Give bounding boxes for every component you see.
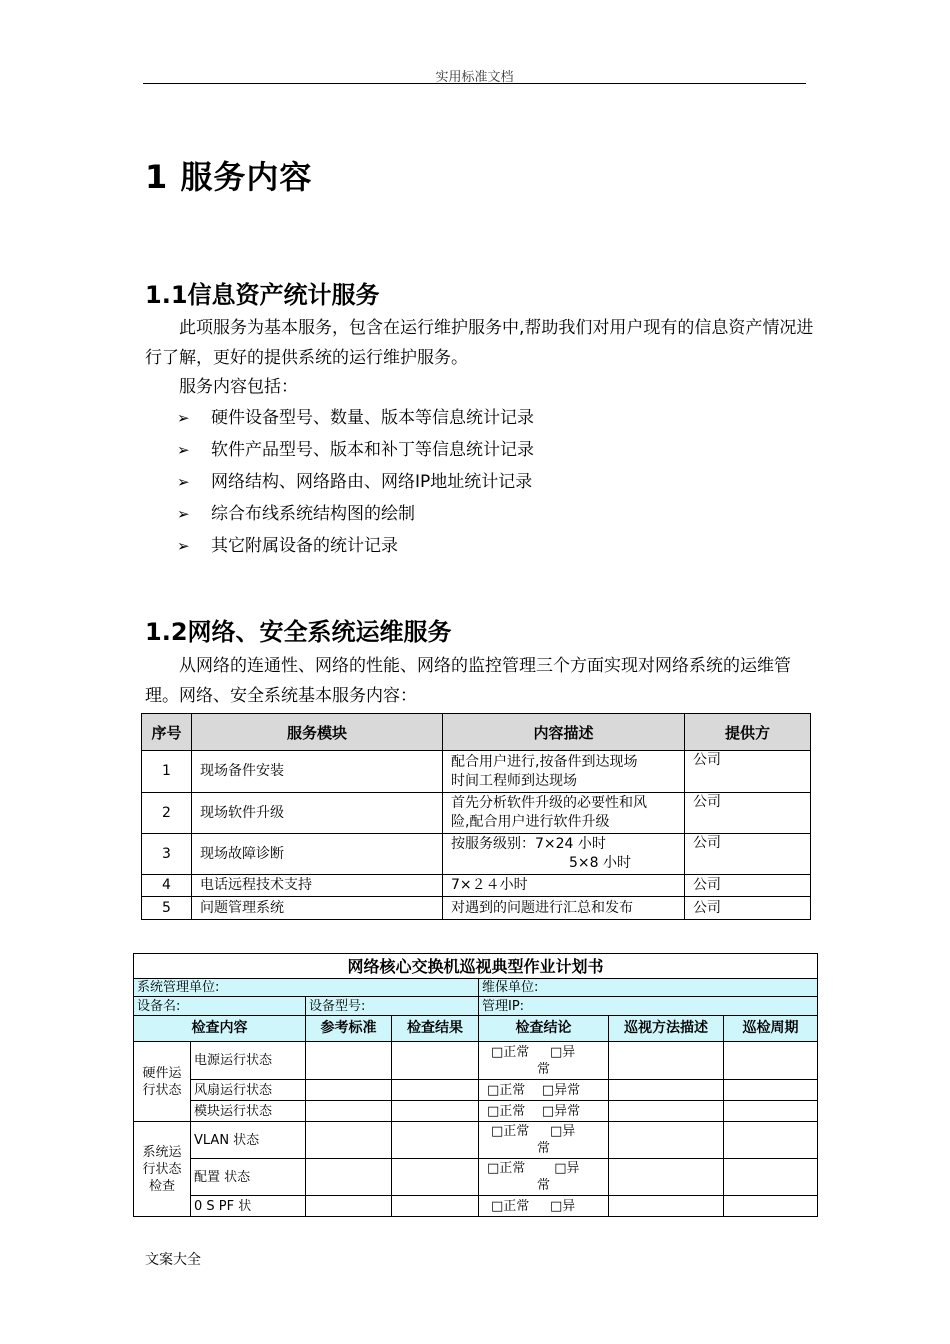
column-header-method: 巡视方法描述: [609, 1016, 724, 1042]
table-row: 0 S PF 状 □正常 □异: [134, 1196, 818, 1217]
arrow-bullet-icon: ➢: [177, 409, 190, 427]
column-header-reference: 参考标准: [306, 1016, 392, 1042]
column-header-period: 巡检周期: [724, 1016, 818, 1042]
arrow-bullet-icon: ➢: [177, 537, 190, 555]
management-ip-label: 管理IP:: [479, 997, 818, 1016]
section-1-1-lead: 服务内容包括：: [179, 377, 298, 397]
group-system-status: 系统运行状态检查: [134, 1122, 191, 1217]
abnormal-checkbox[interactable]: □异常: [541, 1082, 581, 1098]
normal-checkbox[interactable]: □正常: [487, 1161, 526, 1176]
plan-table-title: 网络核心交换机巡视典型作业计划书: [134, 954, 818, 979]
heading-service-content: 1 服务内容: [145, 158, 313, 196]
normal-checkbox[interactable]: □正常: [491, 1198, 530, 1214]
column-header-description: 内容描述: [443, 714, 685, 751]
normal-checkbox[interactable]: □正常: [487, 1103, 526, 1119]
inspection-plan-table: [133, 953, 818, 1217]
device-model-label: 设备型号:: [306, 997, 479, 1016]
list-item: ➢ 软件产品型号、版本和补丁等信息统计记录: [177, 434, 534, 466]
table-row: 配置 状态 □正常 □异 常: [134, 1159, 818, 1196]
abnormal-checkbox[interactable]: □异: [549, 1198, 576, 1214]
column-header-result: 检查结果: [392, 1016, 479, 1042]
table-row: 3 现场故障诊断 按服务级别：7×24 小时 5×8 小时 公司: [142, 834, 811, 875]
arrow-bullet-icon: ➢: [177, 441, 190, 459]
table-row: 模块运行状态 □正常 □异常: [134, 1101, 818, 1122]
abnormal-checkbox[interactable]: □异常: [541, 1103, 581, 1119]
column-header-provider: 提供方: [685, 714, 811, 751]
normal-checkbox[interactable]: □正常: [491, 1124, 530, 1139]
section-1-1-intro: 此项服务为基本服务，包含在运行维护服务中,帮助我们对用户现有的信息资产情况进行了解，更好的提供系统的运行维护服务。: [145, 318, 814, 368]
abnormal-checkbox[interactable]: □异: [549, 1124, 576, 1139]
table-row: 2 现场软件升级 首先分析软件升级的必要性和风 险,配合用户进行软件升级 公司: [142, 793, 811, 834]
list-item: ➢ 综合布线系统结构图的绘制: [177, 498, 534, 530]
table-row: 系统运行状态检查 VLAN 状态 □正常 □异 常: [134, 1122, 818, 1159]
table-row: 4 电话远程技术支持 7×２４小时 公司: [142, 875, 811, 897]
section-1-2-title: 1.2网络、安全系统运维服务: [145, 618, 452, 646]
arrow-bullet-icon: ➢: [177, 473, 190, 491]
table-row: 5 问题管理系统 对遇到的问题进行汇总和发布 公司: [142, 897, 811, 920]
normal-checkbox[interactable]: □正常: [491, 1044, 530, 1060]
column-header-conclusion: 检查结论: [479, 1016, 609, 1042]
section-1-1-title: 1.1信息资产统计服务: [145, 281, 380, 309]
service-table: [141, 713, 811, 920]
group-hardware-status: 硬件运行状态: [134, 1042, 191, 1122]
table-row: 风扇运行状态 □正常 □异常: [134, 1080, 818, 1101]
maintenance-unit-label: 维保单位:: [479, 979, 818, 997]
system-unit-label: 系统管理单位:: [134, 979, 479, 997]
device-name-label: 设备名:: [134, 997, 306, 1016]
column-header-number: 序号: [142, 714, 192, 751]
header-divider: [143, 83, 806, 84]
section-1-2-intro: 从网络的连通性、网络的性能、网络的监控管理三个方面实现对网络系统的运维管理。网络、安全系统基本服务内容：: [145, 656, 791, 706]
column-header-check-content: 检查内容: [134, 1016, 306, 1042]
column-header-module: 服务模块: [192, 714, 443, 751]
page-footer: 文案大全: [145, 1252, 201, 1268]
arrow-bullet-icon: ➢: [177, 505, 190, 523]
normal-checkbox[interactable]: □正常: [487, 1082, 526, 1098]
list-item: ➢ 其它附属设备的统计记录: [177, 530, 534, 562]
abnormal-checkbox[interactable]: □异: [549, 1044, 576, 1060]
list-item: ➢ 硬件设备型号、数量、版本等信息统计记录: [177, 402, 534, 434]
service-bullet-list: [177, 402, 534, 562]
list-item: ➢ 网络结构、网络路由、网络IP地址统计记录: [177, 466, 534, 498]
table-row: 1 现场备件安装 配合用户进行,按备件到达现场 时间工程师到达现场 公司: [142, 751, 811, 793]
abnormal-checkbox[interactable]: □异: [554, 1161, 580, 1176]
table-row: 硬件运行状态 电源运行状态 □正常 □异 常: [134, 1042, 818, 1080]
page-header: 实用标准文档: [435, 70, 514, 85]
